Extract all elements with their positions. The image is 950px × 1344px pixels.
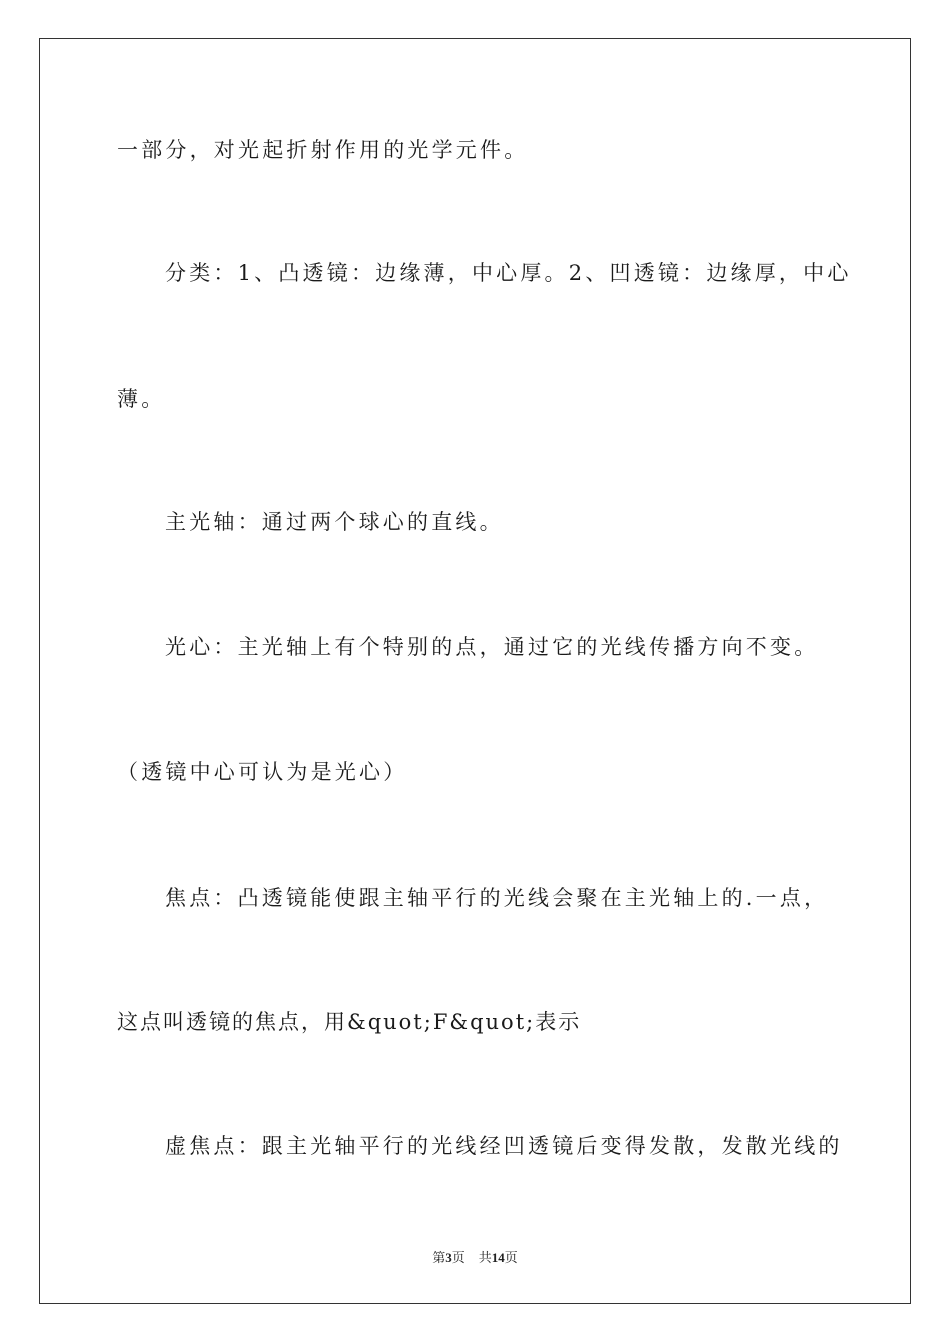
body-text-line-6: （透镜中心可认为是光心） — [117, 760, 408, 784]
body-text-line-4: 主光轴：通过两个球心的直线。 — [165, 510, 504, 534]
total-pages-prefix: 共 — [478, 1250, 492, 1265]
page-number: 3 — [445, 1250, 452, 1265]
total-pages-suffix: 页 — [504, 1250, 518, 1265]
body-text-line-3: 薄。 — [117, 387, 166, 411]
body-text-line-9: 虚焦点：跟主光轴平行的光线经凹透镜后变得发散，发散光线的 — [165, 1134, 843, 1158]
page-number-prefix: 第 — [432, 1250, 446, 1265]
page-frame — [39, 38, 911, 1304]
body-text-line-7: 焦点：凸透镜能使跟主轴平行的光线会聚在主光轴上的.一点， — [165, 886, 829, 910]
body-text-line-8: 这点叫透镜的焦点，用&quot;F&quot;表示 — [117, 1010, 582, 1034]
body-text-line-1: 一部分，对光起折射作用的光学元件。 — [117, 138, 529, 162]
page-footer — [0, 1249, 950, 1267]
page-number-suffix: 页 — [451, 1250, 465, 1265]
total-pages: 14 — [491, 1250, 505, 1265]
body-text-line-2: 分类：1、凸透镜：边缘薄，中心厚。2、凹透镜：边缘厚，中心 — [165, 261, 852, 285]
body-text-line-5: 光心：主光轴上有个特别的点，通过它的光线传播方向不变。 — [165, 635, 819, 659]
